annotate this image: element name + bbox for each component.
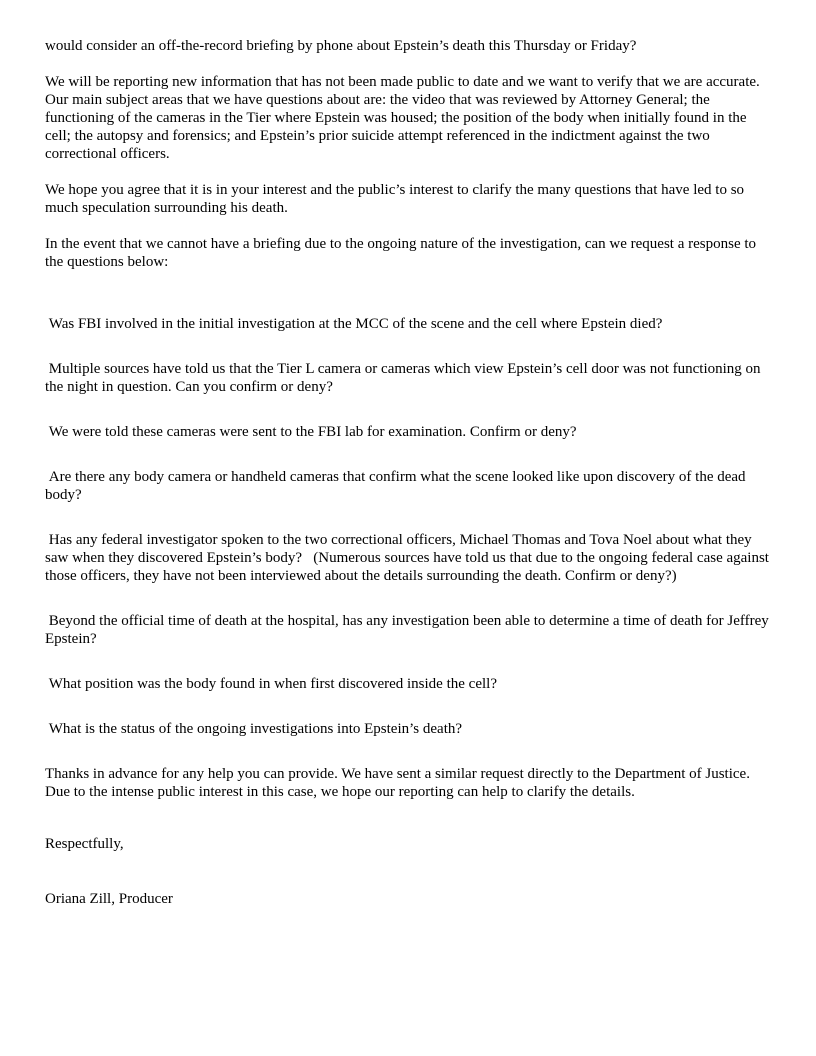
- question-7: What position was the body found in when first discovered inside the cell?: [45, 676, 497, 692]
- closing: Respectfully,: [45, 836, 124, 852]
- question-2: Multiple sources have told us that the Tier L camera or cameras which view Epstein’s cell door was not functioning on the night in question. Can you confirm or deny?: [45, 361, 765, 395]
- signature: Oriana Zill, Producer: [45, 891, 173, 907]
- paragraph-thanks: Thanks in advance for any help you can provide. We have sent a similar request directly to the Department of Justice. Due to the intense public interest in this case, we hope our reporting can help to clarify the details.: [45, 766, 754, 800]
- intro-line: would consider an off-the-record briefing by phone about Epstein’s death this Thursday or Friday?: [45, 38, 637, 54]
- paragraph-request: In the event that we cannot have a briefing due to the ongoing nature of the investigation, can we request a response to the questions below:: [45, 236, 760, 270]
- letter-page: [45, 37, 775, 908]
- question-3: We were told these cameras were sent to the FBI lab for examination. Confirm or deny?: [45, 424, 577, 440]
- paragraph-interest: We hope you agree that it is in your interest and the public’s interest to clarify the many questions that have led to so much speculation surrounding his death.: [45, 182, 748, 216]
- question-8: What is the status of the ongoing investigations into Epstein’s death?: [45, 721, 463, 737]
- question-6: Beyond the official time of death at the hospital, has any investigation been able to determine a time of death for Jeffrey Epstein?: [45, 613, 773, 647]
- question-1: Was FBI involved in the initial investigation at the MCC of the scene and the cell where Epstein died?: [45, 316, 663, 332]
- question-5: Has any federal investigator spoken to the two correctional officers, Michael Thomas and Tova Noel about what they saw when they discovered Epstein’s body? (Numerous sources have told us that due to the ongoing federal case against those officers, they have not been interviewed about the details surrounding the death. Confirm or deny?): [45, 532, 773, 584]
- paragraph-reporting: We will be reporting new information that has not been made public to date and we want to verify that we are accurate. Our main subject areas that we have questions about are: the video that was reviewed by Attorney General; the functioning of the cameras in the Tier where Epstein was housed; the position of the body when initially found in the cell; the autopsy and forensics; and Epstein’s prior suicide attempt referenced in the indictment against the two correctional officers.: [45, 74, 768, 162]
- question-4: Are there any body camera or handheld cameras that confirm what the scene looked like upon discovery of the dead body?: [45, 469, 750, 503]
